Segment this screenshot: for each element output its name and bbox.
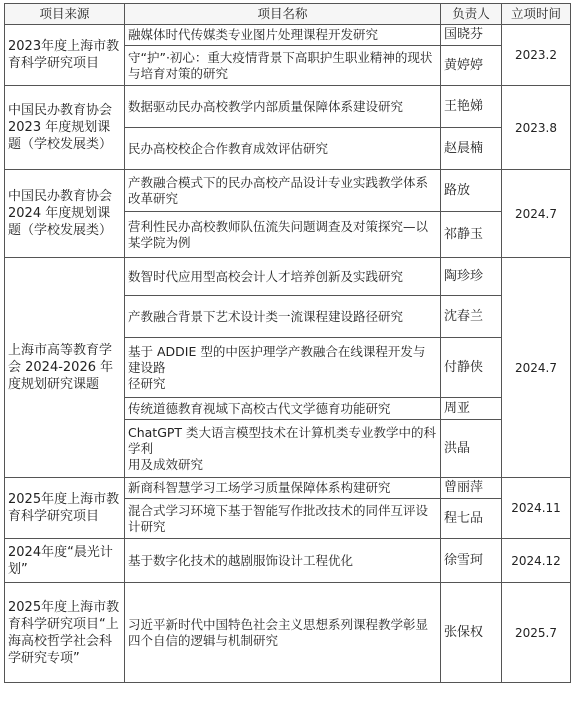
project-name: 新商科智慧学习工场学习质量保障体系构建研究	[125, 478, 441, 499]
project-date: 2024.7	[502, 258, 571, 478]
project-leader: 徐雪珂	[441, 539, 502, 583]
project-name: 产教融合模式下的民办高校产品设计专业实践教学体系改革研究	[125, 170, 441, 212]
project-name: 产教融合背景下艺术设计类一流课程建设路径研究	[125, 296, 441, 338]
project-date: 2023.2	[502, 25, 571, 86]
project-name: 习近平新时代中国特色社会主义思想系列课程教学彰显四个自信的逻辑与机制研究	[125, 583, 441, 683]
project-leader: 王艳娣	[441, 86, 502, 128]
project-date: 2024.11	[502, 478, 571, 539]
project-leader: 程七品	[441, 499, 502, 539]
project-leader: 黄婷婷	[441, 46, 502, 86]
project-leader: 张保权	[441, 583, 502, 683]
header-date: 立项时间	[502, 4, 571, 25]
table-row	[5, 539, 571, 583]
table-row	[5, 478, 571, 499]
project-source: 2025年度上海市教育科学研究项目	[5, 478, 125, 539]
project-source: 2024年度“晨光计划”	[5, 539, 125, 583]
project-source: 中国民办教育协会 2024 年度规划课题（学校发展类）	[5, 170, 125, 258]
project-leader: 沈春兰	[441, 296, 502, 338]
project-leader: 周亚	[441, 398, 502, 420]
project-name: 营利性民办高校教师队伍流失问题调查及对策探究—以某学院为例	[125, 212, 441, 258]
project-leader: 国晓芬	[441, 25, 502, 46]
header-name: 项目名称	[125, 4, 441, 25]
project-source: 2023年度上海市教育科学研究项目	[5, 25, 125, 86]
project-leader: 赵晨楠	[441, 128, 502, 170]
project-name: 守“护”·初心：重大疫情背景下高职护生职业精神的现状与培育对策的研究	[125, 46, 441, 86]
projects-table	[4, 3, 571, 683]
project-name: 数据驱动民办高校教学内部质量保障体系建设研究	[125, 86, 441, 128]
project-date: 2025.7	[502, 583, 571, 683]
header-person: 负责人	[441, 4, 502, 25]
table-row	[5, 258, 571, 296]
project-source: 上海市高等教育学会 2024-2026 年度规划研究课题	[5, 258, 125, 478]
project-name: 民办高校校企合作教育成效评估研究	[125, 128, 441, 170]
project-date: 2024.7	[502, 170, 571, 258]
header-row	[5, 4, 571, 25]
header-source: 项目来源	[5, 4, 125, 25]
project-name: 传统道德教育视域下高校古代文学德育功能研究	[125, 398, 441, 420]
project-name: 数智时代应用型高校会计人才培养创新及实践研究	[125, 258, 441, 296]
table-row	[5, 86, 571, 128]
table-row	[5, 25, 571, 46]
table-row	[5, 170, 571, 212]
project-name: ChatGPT 类大语言模型技术在计算机类专业教学中的科学利 用及成效研究	[125, 420, 441, 478]
project-leader: 曾丽萍	[441, 478, 502, 499]
project-source: 2025年度上海市教育科学研究项目“上海高校哲学社会科学研究专项”	[5, 583, 125, 683]
project-leader: 付静侠	[441, 338, 502, 398]
project-name: 基于数字化技术的越剧服饰设计工程优化	[125, 539, 441, 583]
project-name: 混合式学习环境下基于智能写作批改技术的同伴互评设计研究	[125, 499, 441, 539]
table-row	[5, 583, 571, 683]
project-name: 基于 ADDIE 型的中医护理学产教融合在线课程开发与建设路 径研究	[125, 338, 441, 398]
project-leader: 陶珍珍	[441, 258, 502, 296]
project-name: 融媒体时代传媒类专业图片处理课程开发研究	[125, 25, 441, 46]
project-source: 中国民办教育协会 2023 年度规划课题（学校发展类）	[5, 86, 125, 170]
project-leader: 洪晶	[441, 420, 502, 478]
project-date: 2023.8	[502, 86, 571, 170]
project-leader: 祁静玉	[441, 212, 502, 258]
project-date: 2024.12	[502, 539, 571, 583]
project-leader: 路放	[441, 170, 502, 212]
